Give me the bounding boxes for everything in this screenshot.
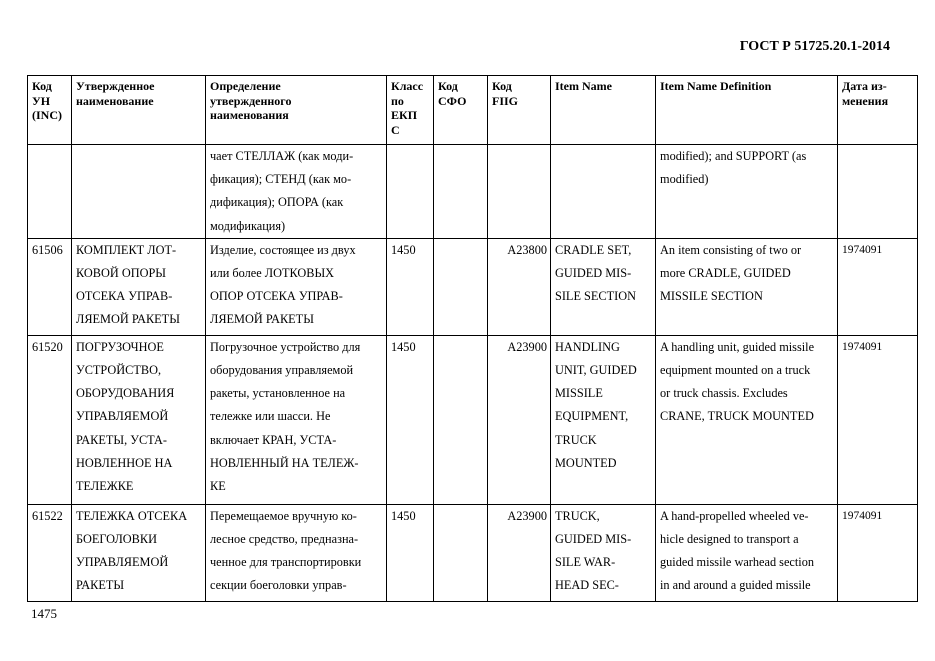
text-line: НОВЛЕННЫЙ НА ТЕЛЕЖ-: [210, 455, 359, 470]
text-line: SILE WAR-: [555, 555, 616, 570]
text-line: ТЕЛЕЖКА ОТСЕКА: [76, 508, 188, 523]
cell-item-name: [551, 335, 656, 504]
text-line: ТЕЛЕЖКЕ: [76, 479, 134, 494]
cell-date: [838, 145, 918, 239]
text-line: A handling unit, guided missile: [660, 339, 815, 354]
cell-fiig: A23900: [488, 504, 551, 601]
text-line: КОМПЛЕКТ ЛОТ-: [76, 242, 177, 257]
text-line: менения: [842, 93, 889, 108]
cell-class: 1450: [387, 504, 434, 601]
header-change-date: [838, 76, 918, 145]
nomenclature-table: [27, 75, 918, 602]
text-line: УСТРОЙСТВО,: [76, 363, 162, 378]
text-line: MISSILE: [555, 386, 603, 401]
table-row: [28, 504, 918, 601]
text-line: TRUCK: [555, 432, 597, 447]
text-line: A hand-propelled wheeled ve-: [660, 508, 809, 523]
text-line: наименование: [76, 93, 154, 108]
text-line: modified): [660, 172, 709, 187]
text-line: ракеты, установленное на: [210, 386, 346, 401]
cell-sfo: [434, 145, 488, 239]
text-line: SILE SECTION: [555, 289, 636, 304]
text-line: TRUCK,: [555, 508, 600, 523]
text-line: тележке или шасси. Не: [210, 409, 331, 424]
cell-item-name: [551, 238, 656, 335]
text-line: КОВОЙ ОПОРЫ: [76, 266, 167, 281]
text-line: модификация): [210, 218, 286, 233]
text-line: дификация); ОПОРА (как: [210, 195, 344, 210]
cell-class: [387, 145, 434, 239]
cell-sfo: [434, 335, 488, 504]
text-line: modified); and SUPPORT (as: [660, 149, 807, 163]
cell-code: 61520: [28, 335, 72, 504]
text-line: фикация); СТЕНД (как мо-: [210, 172, 352, 187]
cell-name: [72, 145, 206, 239]
text-line: НОВЛЕННОЕ НА: [76, 455, 173, 470]
text-line: ПОГРУЗОЧНОЕ: [76, 339, 164, 354]
cell-code: 61522: [28, 504, 72, 601]
text-line: more CRADLE, GUIDED: [660, 266, 791, 281]
text-line: Изделие, состоящее из двух: [210, 242, 356, 257]
text-line: in and around a guided missile: [660, 578, 811, 593]
cell-name: [72, 504, 206, 601]
text-line: лесное средство, предназна-: [210, 532, 359, 547]
text-line: Класс: [391, 79, 424, 93]
cell-name: [72, 335, 206, 504]
text-line: ОПОР ОТСЕКА УПРАВ-: [210, 289, 343, 304]
text-line: Утвержденное: [76, 79, 155, 93]
text-line: CRADLE SET,: [555, 242, 632, 257]
text-line: Перемещаемое вручную ко-: [210, 508, 357, 523]
text-line: по: [391, 93, 404, 108]
cell-definition: [206, 238, 387, 335]
cell-fiig: A23900: [488, 335, 551, 504]
cell-item-definition: [656, 145, 838, 239]
text-line: РАКЕТЫ, УСТА-: [76, 432, 168, 447]
text-line: or truck chassis. Excludes: [660, 386, 788, 401]
text-line: MOUNTED: [555, 455, 617, 470]
text-line: equipment mounted on a truck: [660, 363, 811, 378]
text-line: ОБОРУДОВАНИЯ: [76, 386, 175, 401]
text-line: БОЕГОЛОВКИ: [76, 532, 157, 547]
cell-item-definition: [656, 238, 838, 335]
table-row: [28, 145, 918, 239]
document-title: ГОСТ Р 51725.20.1-2014: [739, 39, 890, 54]
text-line: УПРАВЛЯЕМОЙ: [76, 555, 169, 570]
text-line: включает КРАН, УСТА-: [210, 432, 337, 447]
cell-code: [28, 145, 72, 239]
cell-definition: [206, 504, 387, 601]
page-number: 1475: [31, 606, 57, 621]
text-line: РАКЕТЫ: [76, 578, 125, 593]
cell-definition: [206, 145, 387, 239]
text-line: ЕКП: [391, 108, 418, 122]
text-line: СФО: [438, 93, 467, 108]
text-line: An item consisting of two or: [660, 242, 802, 257]
text-line: ченное для транспортировки: [210, 555, 362, 570]
text-line: или более ЛОТКОВЫХ: [210, 266, 335, 281]
text-line: GUIDED MIS-: [555, 266, 632, 281]
text-line: оборудования управляемой: [210, 363, 354, 378]
cell-fiig: [488, 145, 551, 239]
text-line: guided missile warhead section: [660, 555, 815, 570]
text-line: Item Name: [555, 79, 612, 93]
cell-date: 1974091: [838, 335, 918, 504]
text-line: Дата из-: [842, 79, 887, 93]
text-line: EQUIPMENT,: [555, 409, 629, 424]
cell-item-definition: [656, 504, 838, 601]
header-item-name: [551, 76, 656, 145]
header-class: [387, 76, 434, 145]
text-line: УПРАВЛЯЕМОЙ: [76, 409, 169, 424]
text-line: секции боеголовки управ-: [210, 578, 347, 593]
text-line: ОТСЕКА УПРАВ-: [76, 289, 173, 304]
text-line: CRANE, TRUCK MOUNTED: [660, 409, 814, 424]
table-row: [28, 238, 918, 335]
text-line: чает СТЕЛЛАЖ (как моди-: [210, 149, 354, 163]
text-line: С: [391, 122, 400, 137]
cell-date: 1974091: [838, 238, 918, 335]
cell-class: 1450: [387, 238, 434, 335]
text-line: MISSILE SECTION: [660, 289, 763, 304]
text-line: ЛЯЕМОЙ РАКЕТЫ: [76, 312, 180, 327]
text-line: Погрузочное устройство для: [210, 339, 361, 354]
header-code-fiig: [488, 76, 551, 145]
text-line: UNIT, GUIDED: [555, 363, 637, 378]
text-line: Код: [32, 79, 52, 93]
text-line: наименования: [210, 108, 289, 122]
text-line: Код: [438, 79, 458, 93]
text-line: Код: [492, 79, 512, 93]
header-code-un: [28, 76, 72, 145]
cell-definition: [206, 335, 387, 504]
cell-sfo: [434, 238, 488, 335]
table-header-row: [28, 76, 918, 145]
text-line: HEAD SEC-: [555, 578, 619, 593]
cell-code: 61506: [28, 238, 72, 335]
text-line: GUIDED MIS-: [555, 532, 632, 547]
text-line: ЛЯЕМОЙ РАКЕТЫ: [210, 312, 314, 327]
header-code-sfo: [434, 76, 488, 145]
text-line: (INC): [32, 108, 62, 122]
text-line: УН: [32, 93, 51, 108]
cell-sfo: [434, 504, 488, 601]
text-line: Определение: [210, 79, 281, 93]
header-approved-name: [72, 76, 206, 145]
text-line: HANDLING: [555, 339, 620, 354]
text-line: утвержденного: [210, 93, 292, 108]
text-line: КЕ: [210, 479, 226, 494]
cell-item-definition: [656, 335, 838, 504]
cell-item-name: [551, 504, 656, 601]
cell-date: 1974091: [838, 504, 918, 601]
header-item-name-definition: [656, 76, 838, 145]
cell-name: [72, 238, 206, 335]
text-line: FIIG: [492, 93, 519, 108]
cell-class: 1450: [387, 335, 434, 504]
text-line: hicle designed to transport a: [660, 532, 799, 547]
cell-item-name: [551, 145, 656, 239]
table-row: [28, 335, 918, 504]
text-line: Item Name Definition: [660, 79, 772, 93]
header-definition: [206, 76, 387, 145]
cell-fiig: A23800: [488, 238, 551, 335]
